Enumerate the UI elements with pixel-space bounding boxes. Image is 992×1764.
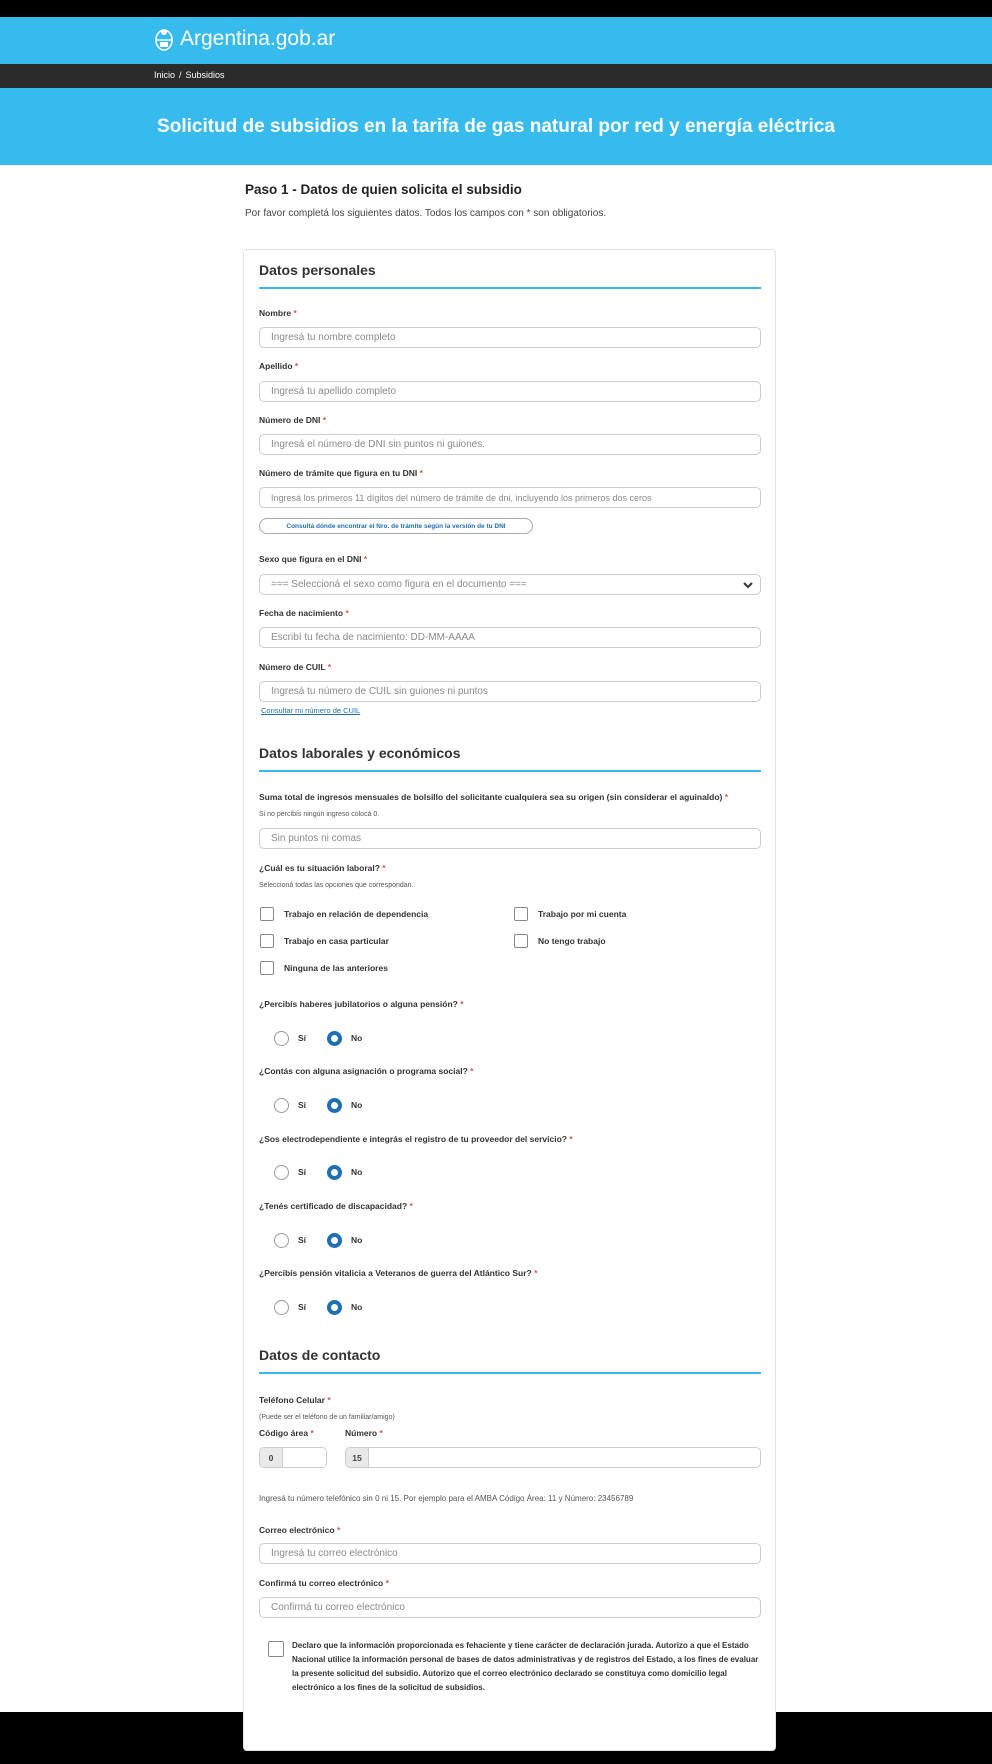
checkbox-no-tengo-trabajo[interactable] [514,934,528,948]
page-title: Solicitud de subsidios en la tarifa de gas natural por red y energía eléctrica [157,115,835,137]
argentina-shield-icon [154,27,174,51]
section-title-personal: Datos personales [259,262,376,278]
tramite-label: Número de trámite que figura en tu DNI * [259,468,423,478]
section-title-laboral: Datos laborales y económicos [259,745,461,761]
question-asignacion-label: ¿Contás con alguna asignación o programa social? * [259,1066,474,1076]
cuil-input[interactable]: Ingresá tu número de CUIL sin guiones ni puntos [259,681,761,702]
ingresos-hint: Si no percibís ningún ingreso colocá 0. [259,811,380,818]
section-title-contacto: Datos de contacto [259,1347,381,1363]
form-card [243,249,776,1751]
radio-label-si: Sí [298,1302,307,1312]
nombre-input[interactable]: Ingresá tu nombre completo [259,327,761,348]
tramite-help-button[interactable]: Consultá dónde encontrar el Nro. de trámite según la versión de tu DNI [259,518,533,534]
checkbox-label: Trabajo por mi cuenta [538,909,627,919]
telefono-label: Teléfono Celular * [259,1395,331,1405]
sexo-select[interactable] [259,574,761,595]
area-label: Código área * [259,1428,314,1438]
ingresos-input[interactable]: Sin puntos ni comas [259,828,761,849]
numero-label: Número * [345,1428,383,1438]
declaracion-checkbox[interactable] [268,1641,284,1657]
breadcrumb-separator: / [179,70,182,80]
section-divider [259,770,761,772]
question-veteranos-label: ¿Percibís pensión vitalicia a Veteranos de guerra del Atlántico Sur? * [259,1268,538,1278]
question-jubilacion-label: ¿Percibís haberes jubilatorios o alguna pensión? * [259,999,464,1009]
brand-name: Argentina.gob.ar [180,27,336,50]
radio-asignacion-si[interactable] [274,1098,289,1113]
tramite-input[interactable]: Ingresá los primeros 11 dígitos del número de trámite de dni, incluyendo los primeros dos ceros [259,487,761,508]
checkbox-label: Trabajo en relación de dependencia [284,909,429,919]
radio-label-no: No [351,1033,363,1043]
radio-electrodependiente-no[interactable] [327,1165,342,1180]
breadcrumb-inicio[interactable]: Inicio [154,70,176,80]
step-title: Paso 1 - Datos de quien solicita el subsidio [245,182,522,197]
radio-label-si: Sí [298,1235,307,1245]
brand-logo[interactable] [154,27,335,51]
area-prefix: 0 [260,1448,283,1467]
section-divider [259,287,761,289]
cuil-label: Número de CUIL * [259,662,332,672]
numero-input[interactable] [345,1447,761,1468]
declaracion-text: Declaro que la información proporcionada es fehaciente y tiene carácter de declaración jurada. Autorizo a que el Estado Nacional utilice la información personal de bases de datos administrativas y de registros del Estado, a los fines de evaluar la presente solicitud del subsidio. Autorizo que el correo electrónico declarado se constituya como domicilio legal electrónico a los fines de la solicitud de subsidios. [292,1641,759,1692]
radio-label-no: No [351,1302,363,1312]
telefono-hint: (Puede ser el teléfono de un familiar/amigo) [259,1414,395,1421]
nombre-label: Nombre * [259,308,297,318]
sexo-label: Sexo que figura en el DNI * [259,554,368,564]
checkbox-ninguna[interactable] [260,961,274,975]
checkbox-por-mi-cuenta[interactable] [514,907,528,921]
radio-label-no: No [351,1100,363,1110]
situacion-hint: Seleccioná todas las opciones que correspondan. [259,882,414,889]
radio-discapacidad-si[interactable] [274,1233,289,1248]
radio-label-no: No [351,1167,363,1177]
ingresos-label: Suma total de ingresos mensuales de bolsillo del solicitante cualquiera sea su origen (sin considerar el aguinaldo) * [259,792,729,802]
chevron-down-icon [742,579,754,591]
radio-jubilacion-si[interactable] [274,1031,289,1046]
radio-discapacidad-no[interactable] [327,1233,342,1248]
checkbox-label: Trabajo en casa particular [284,936,389,946]
area-input[interactable] [259,1447,327,1468]
radio-label-si: Sí [298,1100,307,1110]
situacion-label: ¿Cuál es tu situación laboral? * [259,863,386,873]
sexo-select-value: === Seleccioná el sexo como figura en el documento === [271,579,527,590]
confirmar-correo-label: Confirmá tu correo electrónico * [259,1578,389,1588]
question-discapacidad-label: ¿Tenés certificado de discapacidad? * [259,1201,413,1211]
numero-prefix: 15 [346,1448,369,1467]
hero-banner [0,88,992,165]
breadcrumb-bar [0,64,992,88]
step-subtitle: Por favor completá los siguientes datos. Todos los campos con * son obligatorios. [245,208,607,219]
question-electrodependiente-label: ¿Sos electrodependiente e integrás el registro de tu proveedor del servicio? * [259,1134,573,1144]
breadcrumb-subsidios[interactable]: Subsidios [185,70,225,80]
radio-jubilacion-no[interactable] [327,1031,342,1046]
radio-electrodependiente-si[interactable] [274,1165,289,1180]
radio-label-si: Sí [298,1167,307,1177]
radio-label-si: Sí [298,1033,307,1043]
nacimiento-input[interactable]: Escribí tu fecha de nacimiento: DD-MM-AAAA [259,627,761,648]
top-bar [0,17,992,64]
radio-asignacion-no[interactable] [327,1098,342,1113]
radio-label-no: No [351,1235,363,1245]
dni-label: Número de DNI * [259,415,327,425]
telefono-help: Ingresá tu número telefónico sin 0 ni 15. Por ejemplo para el AMBA Código Área: 11 y Número: 23456789 [259,1494,634,1503]
confirmar-correo-input[interactable]: Confirmá tu correo electrónico [259,1597,761,1618]
nacimiento-label: Fecha de nacimiento * [259,608,349,618]
radio-veteranos-si[interactable] [274,1300,289,1315]
checkbox-label: Ninguna de las anteriores [284,963,388,973]
checkbox-relacion-dependencia[interactable] [260,907,274,921]
breadcrumb [154,70,225,80]
checkbox-casa-particular[interactable] [260,934,274,948]
apellido-input[interactable]: Ingresá tu apellido completo [259,381,761,402]
correo-input[interactable]: Ingresá tu correo electrónico [259,1543,761,1564]
section-divider [259,1372,761,1374]
dni-input[interactable]: Ingresá el número de DNI sin puntos ni guiones. [259,434,761,455]
correo-label: Correo electrónico * [259,1525,341,1535]
apellido-label: Apellido * [259,361,299,371]
checkbox-label: No tengo trabajo [538,936,606,946]
cuil-lookup-link[interactable]: Consultar mi número de CUIL [261,706,361,715]
radio-veteranos-no[interactable] [327,1300,342,1315]
